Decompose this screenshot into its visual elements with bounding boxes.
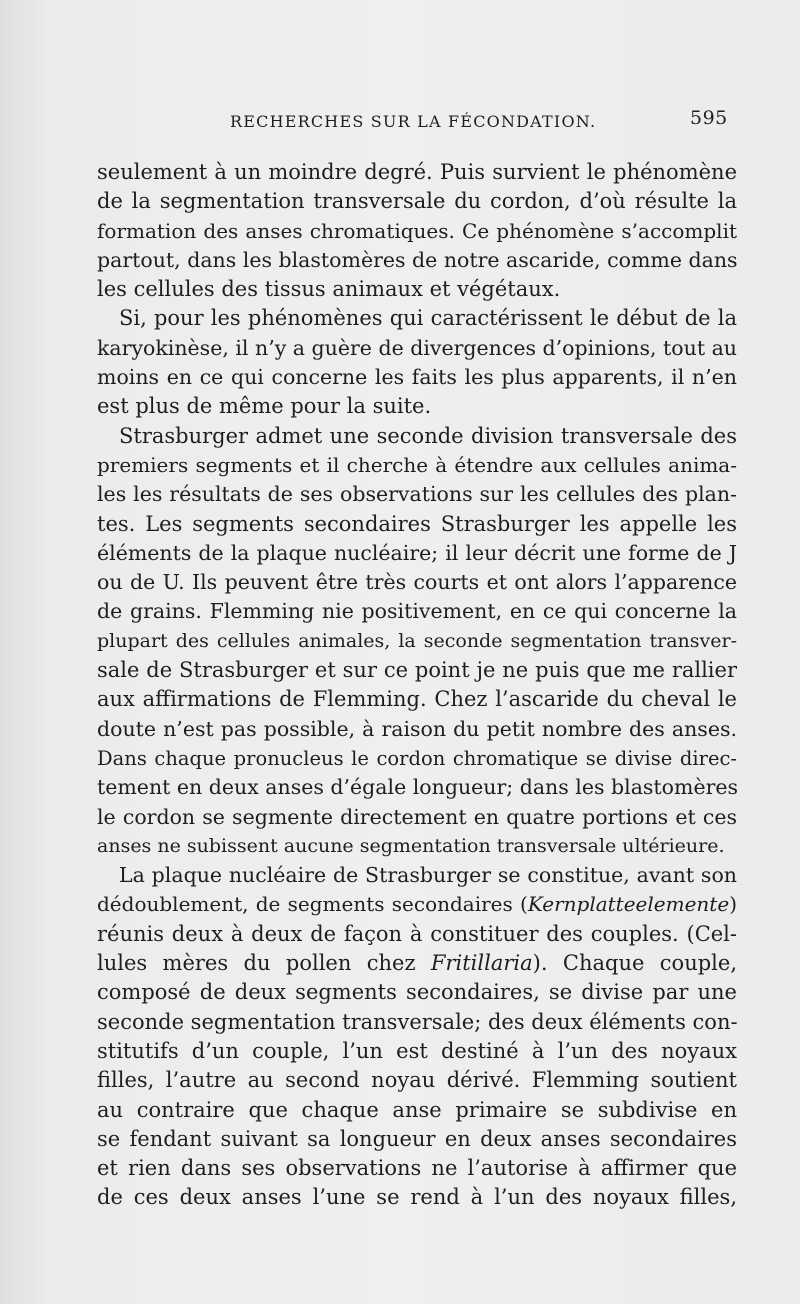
text-line: seconde segmentation transversale; des deux éléments con- [97, 1009, 738, 1034]
text-line: tes. Les segments secondaires Strasburger les appelle les [97, 511, 737, 536]
text-line: partout, dans les blastomères de notre ascaride, comme dans [97, 247, 738, 272]
italic-term: Fritillaria [430, 951, 533, 976]
text-run: ) [729, 892, 737, 917]
text-line: éléments de la plaque nucléaire; il leur décrit une forme de J [97, 540, 737, 565]
text-line: plupart des cellules animales, la seconde segmentation transver- [97, 629, 737, 652]
text-line: filles, l’autre au second noyau dérivé. Flemming soutient [97, 1068, 737, 1093]
text-line: de la segmentation transversale du cordon, d’où résulte la [97, 189, 737, 214]
running-header [0, 106, 800, 136]
italic-term: Kernplatteelemente [527, 892, 730, 917]
text-line: les cellules des tissus animaux et végétaux. [97, 277, 561, 302]
text-line: de ces deux anses l’une se rend à l’un des noyaux filles, [97, 1185, 737, 1210]
text-run: ). Chaque couple, [532, 951, 737, 976]
text-line: ou de U. Ils peuvent être très courts et ont alors l’apparence [97, 570, 737, 595]
page-number: 595 [690, 107, 728, 129]
text-run: dédoublement, de segments secondaires ( [97, 892, 528, 917]
text-line: seulement à un moindre degré. Puis survient le phénomène [97, 160, 737, 184]
text-line: Si, pour les phénomènes qui caractérissent le début de la [119, 306, 737, 331]
text-line: aux affirmations de Flemming. Chez l’ascaride du cheval le [97, 687, 737, 712]
body-text [97, 158, 737, 1213]
text-line: doute n’est pas possible, à raison du petit nombre des anses. [97, 716, 737, 741]
text-line: stitutifs d’un couple, l’un est destiné à l’un des noyaux [97, 1038, 737, 1063]
text-line: sale de Strasburger et sur ce point je ne puis que me rallier [97, 658, 737, 683]
text-line: moins en ce qui concerne les faits les plus apparents, il n’en [97, 365, 737, 390]
running-title: RECHERCHES SUR LA FÉCONDATION. [230, 112, 597, 131]
text-line: se fendant suivant sa longueur en deux anses secondaires [97, 1126, 737, 1151]
text-line: est plus de même pour la suite. [97, 394, 432, 419]
text-line-mixed [97, 890, 737, 919]
text-line: le cordon se segmente directement en quatre portions et ces [97, 804, 737, 829]
text-line: réunis deux à deux de façon à constituer des couples. (Cel- [97, 921, 737, 946]
text-line: Dans chaque pronucleus le cordon chromatique se divise direc- [97, 746, 737, 770]
text-line: premiers segments et il cherche à étendre aux cellules anima- [97, 452, 737, 477]
text-line: et rien dans ses observations ne l’autorise à affirmer que [97, 1156, 737, 1181]
text-line: Strasburger admet une seconde division transversale des [119, 423, 737, 448]
text-line: de grains. Flemming nie positivement, en ce qui concerne la [97, 599, 737, 624]
text-line: composé de deux segments secondaires, se divise par une [97, 980, 737, 1005]
text-line: karyokinèse, il n’y a guère de divergences d’opinions, tout au [97, 335, 738, 360]
text-run: lules mères du pollen chez [97, 951, 431, 976]
text-line: les les résultats de ses observations sur les cellules des plan- [97, 482, 737, 507]
text-line: tement en deux anses d’égale longueur; dans les blastomères [97, 775, 739, 800]
text-line: anses ne subissent aucune segmentation transversale ultérieure. [97, 834, 725, 857]
text-line-mixed [97, 949, 737, 978]
text-line: La plaque nucléaire de Strasburger se constitue, avant son [119, 863, 737, 888]
text-line: au contraire que chaque anse primaire se subdivise en [97, 1097, 737, 1122]
text-line: formation des anses chromatiques. Ce phénomène s’accomplit [97, 218, 737, 243]
